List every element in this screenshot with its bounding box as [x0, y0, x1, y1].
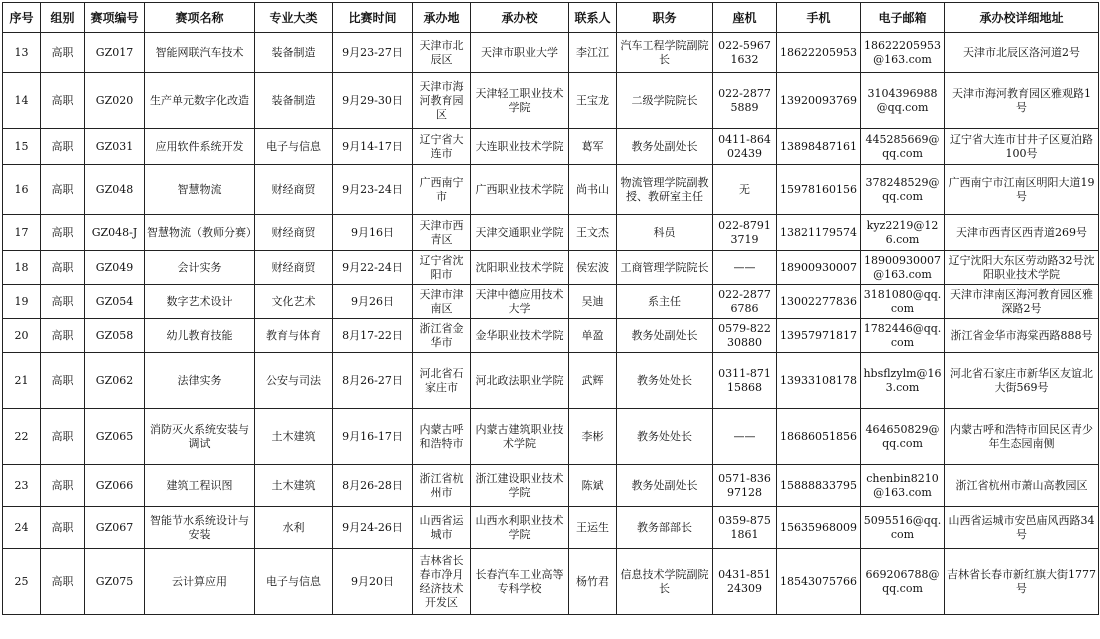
cell-col-email: 18900930007@163.com [861, 251, 945, 285]
cell-col-contact: 侯宏波 [569, 251, 617, 285]
cell-col-landline: 022-28776786 [713, 285, 777, 319]
cell-col-time: 9月29-30日 [333, 73, 413, 129]
cell-col-address: 广西南宁市江南区明阳大道19号 [945, 165, 1099, 215]
cell-col-mobile: 13898487161 [777, 129, 861, 165]
table-row [3, 165, 1099, 215]
cell-col-title: 信息技术学院副院长 [617, 549, 713, 615]
cell-col-index: 14 [3, 73, 41, 129]
header-col-landline: 座机 [713, 3, 777, 33]
cell-col-landline: 0359-8751861 [713, 507, 777, 549]
cell-col-mobile: 13933108178 [777, 353, 861, 409]
cell-col-address: 河北省石家庄市新华区友谊北大街569号 [945, 353, 1099, 409]
cell-col-contact: 王文杰 [569, 215, 617, 251]
cell-col-name: 数字艺术设计 [145, 285, 255, 319]
table-row [3, 507, 1099, 549]
cell-col-index: 15 [3, 129, 41, 165]
cell-col-category: 装备制造 [255, 33, 333, 73]
cell-col-contact: 杨竹君 [569, 549, 617, 615]
cell-col-code: GZ075 [85, 549, 145, 615]
cell-col-school: 长春汽车工业高等专科学校 [471, 549, 569, 615]
cell-col-name: 生产单元数字化改造 [145, 73, 255, 129]
header-col-time: 比赛时间 [333, 3, 413, 33]
cell-col-code: GZ066 [85, 465, 145, 507]
cell-col-school: 浙江建设职业技术学院 [471, 465, 569, 507]
cell-col-address: 天津市西青区西青道269号 [945, 215, 1099, 251]
cell-col-contact: 陈斌 [569, 465, 617, 507]
table-row [3, 33, 1099, 73]
cell-col-contact: 王宝龙 [569, 73, 617, 129]
cell-col-location: 天津市海河教育园区 [413, 73, 471, 129]
cell-col-code: GZ048 [85, 165, 145, 215]
cell-col-name: 建筑工程识图 [145, 465, 255, 507]
table-row [3, 215, 1099, 251]
cell-col-category: 土木建筑 [255, 465, 333, 507]
cell-col-name: 智慧物流 [145, 165, 255, 215]
cell-col-mobile: 13957971817 [777, 319, 861, 353]
cell-col-address: 天津市津南区海河教育园区雅深路2号 [945, 285, 1099, 319]
cell-col-landline: —— [713, 251, 777, 285]
cell-col-index: 23 [3, 465, 41, 507]
header-row [3, 3, 1099, 33]
cell-col-address: 浙江省杭州市萧山高教园区 [945, 465, 1099, 507]
cell-col-mobile: 15978160156 [777, 165, 861, 215]
cell-col-mobile: 18622205953 [777, 33, 861, 73]
cell-col-email: 669206788@qq.com [861, 549, 945, 615]
cell-col-time: 9月23-27日 [333, 33, 413, 73]
cell-col-category: 文化艺术 [255, 285, 333, 319]
cell-col-school: 金华职业技术学院 [471, 319, 569, 353]
cell-col-title: 二级学院院长 [617, 73, 713, 129]
cell-col-location: 浙江省杭州市 [413, 465, 471, 507]
cell-col-contact: 李江江 [569, 33, 617, 73]
cell-col-code: GZ054 [85, 285, 145, 319]
cell-col-title: 科员 [617, 215, 713, 251]
cell-col-address: 辽宁沈阳大东区劳动路32号沈阳职业技术学院 [945, 251, 1099, 285]
cell-col-group: 高职 [41, 507, 85, 549]
cell-col-code: GZ031 [85, 129, 145, 165]
contest-table [2, 2, 1099, 615]
cell-col-email: hbsflzylm@163.com [861, 353, 945, 409]
cell-col-contact: 武辉 [569, 353, 617, 409]
cell-col-location: 天津市津南区 [413, 285, 471, 319]
cell-col-name: 智能网联汽车技术 [145, 33, 255, 73]
table-body [3, 33, 1099, 615]
cell-col-name: 云计算应用 [145, 549, 255, 615]
cell-col-index: 18 [3, 251, 41, 285]
cell-col-name: 应用软件系统开发 [145, 129, 255, 165]
cell-col-school: 山西水利职业技术学院 [471, 507, 569, 549]
cell-col-group: 高职 [41, 465, 85, 507]
cell-col-location: 辽宁省沈阳市 [413, 251, 471, 285]
cell-col-group: 高职 [41, 251, 85, 285]
cell-col-email: 18622205953@163.com [861, 33, 945, 73]
cell-col-landline: 0311-87115868 [713, 353, 777, 409]
cell-col-name: 会计实务 [145, 251, 255, 285]
cell-col-location: 浙江省金华市 [413, 319, 471, 353]
cell-col-landline: 0431-85124309 [713, 549, 777, 615]
cell-col-code: GZ048-J [85, 215, 145, 251]
cell-col-school: 广西职业技术学院 [471, 165, 569, 215]
cell-col-group: 高职 [41, 215, 85, 251]
cell-col-contact: 葛军 [569, 129, 617, 165]
cell-col-mobile: 13821179574 [777, 215, 861, 251]
cell-col-name: 消防灭火系统安装与调试 [145, 409, 255, 465]
cell-col-location: 河北省石家庄市 [413, 353, 471, 409]
cell-col-category: 装备制造 [255, 73, 333, 129]
cell-col-contact: 单盈 [569, 319, 617, 353]
cell-col-index: 17 [3, 215, 41, 251]
cell-col-index: 16 [3, 165, 41, 215]
header-col-title: 职务 [617, 3, 713, 33]
cell-col-landline: 022-28775889 [713, 73, 777, 129]
cell-col-school: 河北政法职业学院 [471, 353, 569, 409]
cell-col-email: 378248529@qq.com [861, 165, 945, 215]
header-col-code: 赛项编号 [85, 3, 145, 33]
cell-col-category: 教育与体育 [255, 319, 333, 353]
cell-col-index: 20 [3, 319, 41, 353]
cell-col-mobile: 18686051856 [777, 409, 861, 465]
cell-col-location: 山西省运城市 [413, 507, 471, 549]
cell-col-index: 22 [3, 409, 41, 465]
cell-col-time: 9月16-17日 [333, 409, 413, 465]
cell-col-email: 1782446@qq.com [861, 319, 945, 353]
cell-col-title: 教务部部长 [617, 507, 713, 549]
cell-col-code: GZ020 [85, 73, 145, 129]
cell-col-title: 系主任 [617, 285, 713, 319]
cell-col-title: 教务处处长 [617, 353, 713, 409]
cell-col-category: 公安与司法 [255, 353, 333, 409]
cell-col-mobile: 15635968009 [777, 507, 861, 549]
cell-col-location: 广西南宁市 [413, 165, 471, 215]
table-row [3, 409, 1099, 465]
table-row [3, 353, 1099, 409]
cell-col-landline: 0571-83697128 [713, 465, 777, 507]
cell-col-contact: 王运生 [569, 507, 617, 549]
cell-col-email: kyz2219@126.com [861, 215, 945, 251]
cell-col-mobile: 13002277836 [777, 285, 861, 319]
cell-col-group: 高职 [41, 319, 85, 353]
header-col-category: 专业大类 [255, 3, 333, 33]
header-col-name: 赛项名称 [145, 3, 255, 33]
table-row [3, 549, 1099, 615]
cell-col-time: 8月26-27日 [333, 353, 413, 409]
cell-col-name: 智慧物流（教师分赛） [145, 215, 255, 251]
cell-col-school: 内蒙古建筑职业技术学院 [471, 409, 569, 465]
cell-col-index: 19 [3, 285, 41, 319]
header-col-group: 组别 [41, 3, 85, 33]
cell-col-school: 大连职业技术学院 [471, 129, 569, 165]
cell-col-location: 吉林省长春市净月经济技术开发区 [413, 549, 471, 615]
cell-col-school: 天津中德应用技术大学 [471, 285, 569, 319]
cell-col-email: 445285669@qq.com [861, 129, 945, 165]
cell-col-category: 财经商贸 [255, 165, 333, 215]
cell-col-name: 法律实务 [145, 353, 255, 409]
cell-col-landline: 022-87913719 [713, 215, 777, 251]
cell-col-address: 吉林省长春市新红旗大街1777号 [945, 549, 1099, 615]
header-col-address: 承办校详细地址 [945, 3, 1099, 33]
cell-col-landline: —— [713, 409, 777, 465]
cell-col-location: 天津市西青区 [413, 215, 471, 251]
cell-col-time: 8月17-22日 [333, 319, 413, 353]
cell-col-category: 电子与信息 [255, 549, 333, 615]
table-row [3, 319, 1099, 353]
cell-col-title: 教务处副处长 [617, 465, 713, 507]
cell-col-category: 电子与信息 [255, 129, 333, 165]
header-col-location: 承办地 [413, 3, 471, 33]
cell-col-group: 高职 [41, 33, 85, 73]
cell-col-code: GZ067 [85, 507, 145, 549]
cell-col-code: GZ017 [85, 33, 145, 73]
table-row [3, 73, 1099, 129]
cell-col-title: 工商管理学院院长 [617, 251, 713, 285]
cell-col-time: 9月26日 [333, 285, 413, 319]
cell-col-address: 内蒙古呼和浩特市回民区青少年生态园南侧 [945, 409, 1099, 465]
cell-col-email: chenbin8210@163.com [861, 465, 945, 507]
cell-col-category: 土木建筑 [255, 409, 333, 465]
cell-col-mobile: 13920093769 [777, 73, 861, 129]
cell-col-landline: 0411-86402439 [713, 129, 777, 165]
header-col-school: 承办校 [471, 3, 569, 33]
cell-col-category: 财经商贸 [255, 215, 333, 251]
cell-col-index: 24 [3, 507, 41, 549]
cell-col-school: 天津轻工职业技术学院 [471, 73, 569, 129]
cell-col-title: 教务处副处长 [617, 129, 713, 165]
cell-col-mobile: 15888833795 [777, 465, 861, 507]
table-row [3, 465, 1099, 507]
cell-col-landline: 无 [713, 165, 777, 215]
cell-col-address: 浙江省金华市海棠西路888号 [945, 319, 1099, 353]
table-row [3, 129, 1099, 165]
cell-col-address: 辽宁省大连市甘井子区夏泊路100号 [945, 129, 1099, 165]
cell-col-contact: 尚书山 [569, 165, 617, 215]
cell-col-index: 25 [3, 549, 41, 615]
cell-col-landline: 0579-82230880 [713, 319, 777, 353]
cell-col-time: 9月23-24日 [333, 165, 413, 215]
cell-col-index: 13 [3, 33, 41, 73]
cell-col-email: 3181080@qq.com [861, 285, 945, 319]
cell-col-contact: 吴迪 [569, 285, 617, 319]
cell-col-name: 幼儿教育技能 [145, 319, 255, 353]
cell-col-address: 天津市海河教育园区雅观路1号 [945, 73, 1099, 129]
cell-col-mobile: 18900930007 [777, 251, 861, 285]
cell-col-school: 沈阳职业技术学院 [471, 251, 569, 285]
cell-col-time: 9月20日 [333, 549, 413, 615]
cell-col-code: GZ062 [85, 353, 145, 409]
table-row [3, 285, 1099, 319]
header-col-mobile: 手机 [777, 3, 861, 33]
cell-col-location: 内蒙古呼和浩特市 [413, 409, 471, 465]
cell-col-code: GZ058 [85, 319, 145, 353]
cell-col-group: 高职 [41, 409, 85, 465]
header-col-contact: 联系人 [569, 3, 617, 33]
cell-col-email: 3104396988@qq.com [861, 73, 945, 129]
cell-col-contact: 李彬 [569, 409, 617, 465]
cell-col-index: 21 [3, 353, 41, 409]
cell-col-landline: 022-59671632 [713, 33, 777, 73]
cell-col-category: 水利 [255, 507, 333, 549]
cell-col-address: 天津市北辰区洛河道2号 [945, 33, 1099, 73]
cell-col-address: 山西省运城市安邑庙风西路34号 [945, 507, 1099, 549]
cell-col-location: 天津市北辰区 [413, 33, 471, 73]
cell-col-time: 9月16日 [333, 215, 413, 251]
cell-col-code: GZ065 [85, 409, 145, 465]
cell-col-group: 高职 [41, 165, 85, 215]
cell-col-category: 财经商贸 [255, 251, 333, 285]
cell-col-location: 辽宁省大连市 [413, 129, 471, 165]
cell-col-code: GZ049 [85, 251, 145, 285]
cell-col-email: 464650829@qq.com [861, 409, 945, 465]
cell-col-email: 5095516@qq.com [861, 507, 945, 549]
cell-col-group: 高职 [41, 549, 85, 615]
cell-col-name: 智能节水系统设计与安装 [145, 507, 255, 549]
cell-col-title: 教务处副处长 [617, 319, 713, 353]
cell-col-group: 高职 [41, 73, 85, 129]
header-col-index: 序号 [3, 3, 41, 33]
table-row [3, 251, 1099, 285]
cell-col-title: 教务处处长 [617, 409, 713, 465]
cell-col-group: 高职 [41, 285, 85, 319]
cell-col-time: 8月26-28日 [333, 465, 413, 507]
cell-col-group: 高职 [41, 353, 85, 409]
cell-col-group: 高职 [41, 129, 85, 165]
cell-col-mobile: 18543075766 [777, 549, 861, 615]
header-col-email: 电子邮箱 [861, 3, 945, 33]
cell-col-time: 9月22-24日 [333, 251, 413, 285]
cell-col-school: 天津市职业大学 [471, 33, 569, 73]
cell-col-title: 物流管理学院副教授、教研室主任 [617, 165, 713, 215]
cell-col-title: 汽车工程学院副院长 [617, 33, 713, 73]
cell-col-time: 9月24-26日 [333, 507, 413, 549]
cell-col-school: 天津交通职业学院 [471, 215, 569, 251]
cell-col-time: 9月14-17日 [333, 129, 413, 165]
